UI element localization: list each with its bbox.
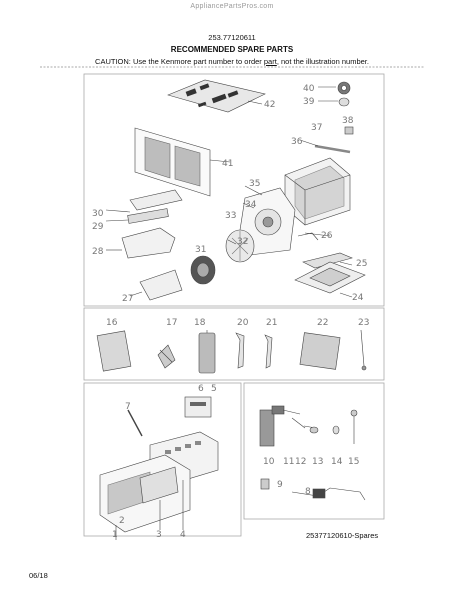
- callout-label: 41: [222, 159, 234, 169]
- callout-label: 15: [348, 457, 360, 467]
- callout-label: 22: [317, 318, 329, 328]
- callout-label: 12: [295, 457, 307, 467]
- callout-label: 27: [122, 294, 134, 304]
- callout-label: 11: [283, 457, 295, 467]
- callout-label: 42: [264, 100, 276, 110]
- callout-label: 4: [180, 530, 186, 540]
- callout-label: 6: [198, 384, 204, 394]
- caution-underlined: part: [263, 57, 277, 66]
- callout-label: 39: [303, 97, 315, 107]
- callout-label: 26: [321, 231, 333, 241]
- page-title: RECOMMENDED SPARE PARTS: [170, 45, 294, 54]
- callout-label: 28: [92, 247, 104, 257]
- callout-label: 37: [311, 123, 323, 133]
- model-number: 253.77120611: [208, 33, 256, 42]
- callout-label: 7: [125, 402, 131, 412]
- caution-prefix: CAUTION: Use the Kenmore part number to order: [95, 57, 264, 66]
- callout-label: 5: [211, 384, 217, 394]
- callout-label: 33: [225, 211, 237, 221]
- callout-label: 21: [266, 318, 278, 328]
- callout-label: 16: [106, 318, 118, 328]
- callout-label: 32: [237, 237, 249, 247]
- top-cover: [168, 80, 265, 112]
- diagram-id: 25377120610-Spares: [306, 531, 379, 540]
- callout-label: 34: [245, 200, 257, 210]
- callout-label: 24: [352, 293, 364, 303]
- callout-label: 36: [291, 137, 303, 147]
- callout-label: 14: [331, 457, 343, 467]
- callout-label: 9: [277, 480, 283, 490]
- callout-label: 23: [358, 318, 370, 328]
- date-code: 06/18: [29, 571, 48, 580]
- callout-label: 29: [92, 222, 104, 232]
- callout-label: 38: [342, 116, 354, 126]
- panel-controls: [244, 383, 384, 519]
- callout-label: 35: [249, 179, 261, 189]
- callout-label: 13: [312, 457, 324, 467]
- callout-label: 25: [356, 259, 368, 269]
- callout-label: 31: [195, 245, 207, 255]
- callout-label: 3: [156, 530, 162, 540]
- callout-label: 8: [305, 487, 311, 497]
- callout-label: 20: [237, 318, 249, 328]
- watermark: AppliancePartsPros.com: [190, 3, 274, 10]
- callout-label: 18: [194, 318, 206, 328]
- callout-label: 10: [263, 457, 275, 467]
- callout-label: 30: [92, 209, 104, 219]
- caution-suffix: , not the illustration number.: [276, 57, 369, 66]
- callout-label: 40: [303, 84, 315, 94]
- callout-label: 1: [112, 530, 118, 540]
- callout-label: 17: [166, 318, 178, 328]
- callout-label: 2: [119, 516, 125, 526]
